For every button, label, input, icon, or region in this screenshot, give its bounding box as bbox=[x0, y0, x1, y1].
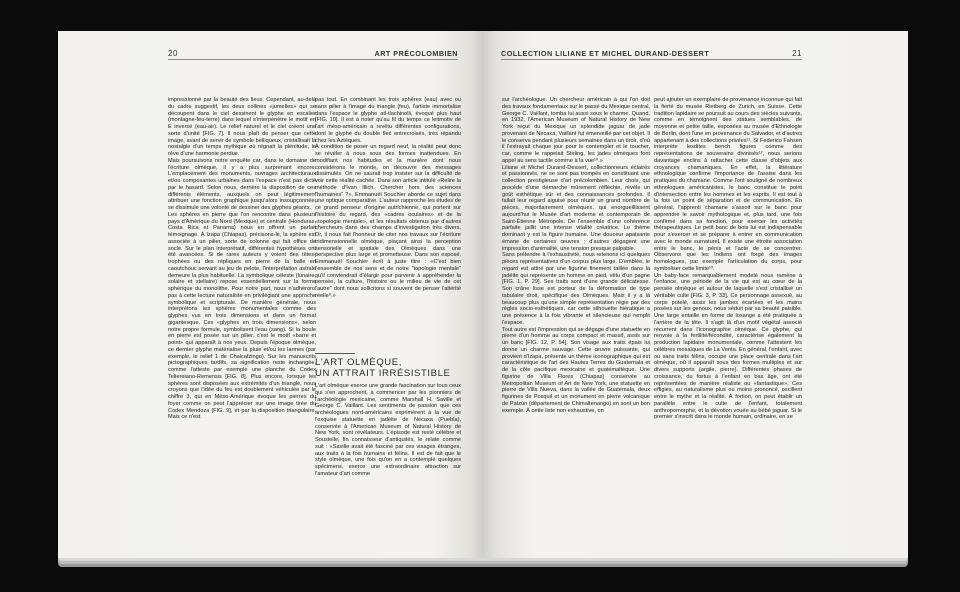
header-rule bbox=[168, 59, 458, 60]
right-page bbox=[483, 31, 908, 558]
section-rule bbox=[315, 353, 355, 354]
text-column: impressionné par la beauté des lieux. Cependant, au-delà du cadre suggestif, les deux collines «jumelles» qui se découpent dans le ciel dessinent le glyphe en escalier (montagne-feu-terre) dans lequel s'interpénètre le motif en E inversé (eau-air). Le relief naturel et le ciel créent une sorte d'unité [FIG. 7]. Il nous plaît de penser que cette image, avant de servir de symbole belliqueux, cristallisait la nostalgie d'un temps mythique où régnait la plénitude, le rêve d'une harmonie perdue. Mais poursuivons notre enquête car, dans le domaine de l'écriture olmèque, il y a plus surprenant encore. L'emplacement des monuments, ouvrages architecturaux et/ou composantes urbaines dans l'espace n'est pas dicté par le hasard. Selon nous, derrière la disposition de ces différents éléments, auxquels on peut légitimement attribuer une fonction graphique jusqu'alors insoupçonnée, se dissimule une volonté de dessiner des glyphes géants. Les sphères en pierre que l'on rencontre dans plusieurs pays d'Amérique du Nord (Mexique) et centrale (Honduras, Costa Rica et Panama) nous en offrent un parfait témoignage. À Izapa (Chiapas), précisons-le, la sphère est associée à un pilier, sorte de colonne qui fait office de socle. Sur le plan interprétatif, différentes hypothèses ont été avancées. Si de rares auteurs y voient des têtes-trophées ou des répliques en pierre de la balle en caoutchouc servant au jeu de pelote, l'interprétation astrale demeure la plus habituelle. La symbolique céleste (lunaire, solaire et stellaire) repose essentiellement sur la forme sphérique du monolithe. Pour notre part, nous n'adhérons pas à cette lecture naturaliste en privilégiant une approche symbolique et scripturale. De manière générale, nous interprétons les sphères monumentales comme des glyphes vus en trois dimensions et dans un format gigantesque. Ces «glyphes en trois dimensions», selon notre propre formule, symbolisent l'eau (sang). Si la boule en pierre est posée sur un pilier, c'est le motif «barre et point» qui apparaît à nos yeux. Depuis l'époque olmèque, ce dernier glyphe matérialise la pluie et/ou les larmes (par exemple, le relief 1 de Chalcatzingo). Sur les manuscrits pictographiques tardifs, sa signification reste inchangée, comme l'atteste par exemple une planche du Codex Tellereiano-Remensis [FIG. 8]. Plus encore, lorsque les sphères sont disposées aux extrémités d'un triangle, nous croyons que l'idée du feu est doublement véhiculée par le chiffre 3, qui en Méso-Amérique évoque les pierres du foyer comme on peut l'apprécier sur une image tirée du Codex Mendoza [FIG. 9], et par la disposition triangulaire. Mais ce n'est bbox=[168, 97, 316, 421]
left-page bbox=[58, 31, 483, 558]
open-book bbox=[58, 31, 908, 558]
section-title bbox=[315, 358, 461, 379]
section-title-line: UN ATTRAIT IRRÉSISTIBLE bbox=[315, 367, 451, 379]
text-column: L'art olmèque exerce une grande fascination sur tous ceux qui s'en approchent, à commencer par les pionniers de l'archéologie mexicaine, comme Marshall H. Saville et George C. Vaillant. Les sentiments de passion que ces archéologues nord-américains exprimèrent à la vue de l'exquise statuette en jadéite de Necaxa (Puebla), conservée à l'American Museum of Natural History de New York, sont révélateurs. L'épisode est resté célèbre et Soustelle, fin connaisseur d'antiquités, le relate comme suit : «Saville avait été fasciné par ces visages étranges, aux traits à la fois humains et félins. Il est de fait que le style olmèque, une fois qu'on en a contemplé quelques spécimens, exerce une extraordinaire attraction sur l'amateur d'art comme bbox=[315, 383, 461, 477]
text-column: pas tout. En combinant les trois sphères (eau) avec ou sans pilier à l'image du triangle (feu), l'artiste immortalise dans l'espace le glyphe atl-tlachinolli, évoqué plus haut [FIG. 10]. Il est à noter qu'au fil du temps ce leitmotiv de l'art méso-américain a revêtu différentes configurations, dont le glyphe du double fleć entrecroisés, très répandu chez les Aztèques. À condition de poser un regard neuf, la réalité peut donc se révéler à nous sous des formes inattendues. En modifiant nos habitudes et la manière dont nous considérons le monde, on découvre des messages dissimulés. On ne saurait trop insister sur la difficulté de voir cette réalité cachée. Dans son article intitulé «Relire la méthode d'Ivan Illich. Chercher hors des sciences "humaines" ?», Emmanuël Souchier aborde ce sujet dans une optique comparative. L'auteur rapproche les études de ce grand penseur d'origine autrichienne, qui portent sur l'histoire du regard, des «cadres oculaires» et de la «topologie mentale», et les résultats obtenus par d'autres chercheurs dans des champs d'investigation très divers. Or, il nous fait l'honneur de citer nos travaux sur l'écriture tridimensionnelle olmèque, plaçant ainsi la perception sensorielle et spatiale des Olmèques dans une perspective plus large et prometteuse. Dans son exposé, Emmanuël Souchier écrit à juste titre : «C'est bien l'ensemble de nos sens et de notre "topologie mentale" qu'il conviendrait d'élargir pour parvenir à appréhender la pensée, la culture, l'histoire ou le milieu de vie de cet "autre" dont nous sollicitons si souvent de penser l'altérité réelle⁹.» bbox=[315, 97, 461, 299]
text-column: peut ajouter un exemplaire de provenance inconnue qui fait la fierté du musée Rietberg de Zurich, en Suisse. Cette tradition lapidaire se poursuit au cours des siècles suivants, comme en témoignent des statues semblables, de moyenne et petite taille, exposées au musée d'Ethnologie de Berlin, dont l'une en provenance du Salvador, et d'autres appartenant à des collections privées¹¹. Si Federico Fahsen interprète lesdites bench figures comme des représentations de souverains divinisés¹², nous serions davantage enclins à rattacher cette classe d'objets aux croyances chamaniques. En effet, la littérature ethnologique confirme l'importance de l'assise dans les pratiques du chamane. Comme l'ont souligné de nombreux ethnologues américanistes, le banc constitue le point d'intersection entre les hommes et les esprits. Il est tout à la fois un point de séparation et de communication. En général, l'apprenti chamane s'assoit sur le banc pour apprendre le savoir mythologique et, plus tard, une fois confirmé dans sa fonction, pour exercer les activités thérapeutiques. Le petit banc de bois lui est indispensable pour s'exercer et se préparer à entrer en communication avec le monde surnaturel. Il existe une étroite association entre le banc, le pénis et l'acte de se concentrer. Observons que les Indiens ont forgé des images homologues, par exemple l'articulation du corps, pour symboliser cette limite¹³. Un baby-face remarquablement modelé nous ramène à l'enfance, une période de la vie qui est au cœur de la pensée olmèque et autour de laquelle s'est cristallisé un véritable culte [FIG. 3, P. 33]. Ce personnage assexué, au corps potelé, assis les jambes écartées et les mains posées sur les genoux, nous séduit par sa beauté paisible. Une large entaille en forme de losange a été pratiquée à l'arrière de la tête. Il s'agit là d'un motif végétal associé récurrent dans l'iconographie olmèque. Ce glyphe, qui renvoie à la fertilité/fécondité, caractérise également la production lapidaire monumentale, comme l'attestent les célèbres mosaïques de La Venta. En général, l'enfant, avec ou sans traits félins, occupe une place centrale dans l'art olmèque, où il apparaît sous des formes multiples et sur divers supports (argile, pierre). Différentes phases de croissance, du fœtus à l'enfant en bas âge, ont été représentées de manière réaliste ou «fantastique». Ces effigies, au naturalisme plus ou moins prononcé, oscillent entre le mythe et la réalité. À fortiori, on peut établir un parallèle entre le culte de l'enfant, totalement anthropomorphe, et la dévotion vouée au bébé jaguar. Si le premier s'inscrit dans le monde humain, ordinaire, en se bbox=[654, 97, 802, 421]
page-number: 21 bbox=[792, 49, 802, 58]
section-title-line: L'ART OLMÈQUE, bbox=[315, 357, 402, 368]
running-head: COLLECTION LILIANE ET MICHEL DURAND-DESSERT bbox=[501, 49, 710, 58]
text-column: sur l'archéologue. Un chercheur américain à qui l'on doit des travaux fondamentaux sur le passé du Mexique central, George C. Vaillant, tomba lui aussi sous le charme. Quand, en 1932, l'American Museum of Natural History de New York reçut du Mexique un splendide jaguar de jade provenant de Necaxa, Vaillant fut émerveillé par cet objet. Il le conserva pendant plusieurs semaines dans un tiroir, d'où il l'extrayait chaque jour pour le contempler et le toucher, car, comme le rappelait Stirling, les jades olmèques font appel au sens tactile comme à la vue¹⁰.» Liliane et Michel Durand-Dessert, collectionneurs éclairés et passionnés, ne se sont pas trompés en constituant une collection prestigieuse d'art précolombien. Leur choix, qui procède d'une démarche mûrement réfléchie, révèle un goût esthétique sûr et des connaissances profondes. Il fallait leur regard aiguisé pour réunir un grand nombre de pièces, majoritairement olmèques, qui enorgueillissent aujourd'hui le Musée d'art moderne et contemporain de Saint-Étienne Métropole. De l'ensemble d'une cohérence parfaite jaillit une intense vitalité créatrice. Le thème dominant y est la figure humaine. Une douceur apaisante émane de certaines œuvres ; d'autres dégagent une impression d'animalité, une tension presque palpable. Sans prétendre à l'exhaustivité, nous retenons ici quelques pièces représentatives d'un corpus plus large. D'emblée, le regard est attiré par une figurine finement taillée dans la jadéite qui représente un homme en pied, vêtu d'un pagne [FIG. 1, P. 29]. Ses traits sont d'une grande délicatesse. Son crâne lisse est porteur de la déformation de type tabulaire droit, spécifique des Olmèques. Mais il y a là beaucoup plus qu'une simple représentation régie par des règles socio-esthétiques, car cette silhouette hiératique a une présence à la fois vibrante et silencieuse qui remplit l'espace. Tout autre est l'impression qui se dégage d'une statuette en pierre d'un homme au corps compact et massif, assis sur un banc [FIG. 12, P. 54]. Son visage aux traits épais lui donne un charme sauvage. Cette œuvre puissante, qui provient d'Izapa, présente un thème iconographique qui est caractéristique de l'art des Hautes Terres du Guatemala et de la côte pacifique mexicaine et guatémaltèque. Une figurine de Villa Flores (Chiapas) conservée au Metropolitan Museum of Art de New York, une statuette en pierre de Villa Nueva, dans la vallée de Guatemala, deux figurines de Posquil et un monument en pierre volcanique de Patzún (département de Chimaltenango) en sont un bon exemple. À cette liste non exhaustive, on bbox=[502, 97, 650, 414]
page-number: 20 bbox=[168, 49, 178, 58]
header-rule bbox=[501, 59, 802, 60]
running-head: ART PRÉCOLOMBIEN bbox=[374, 49, 458, 58]
